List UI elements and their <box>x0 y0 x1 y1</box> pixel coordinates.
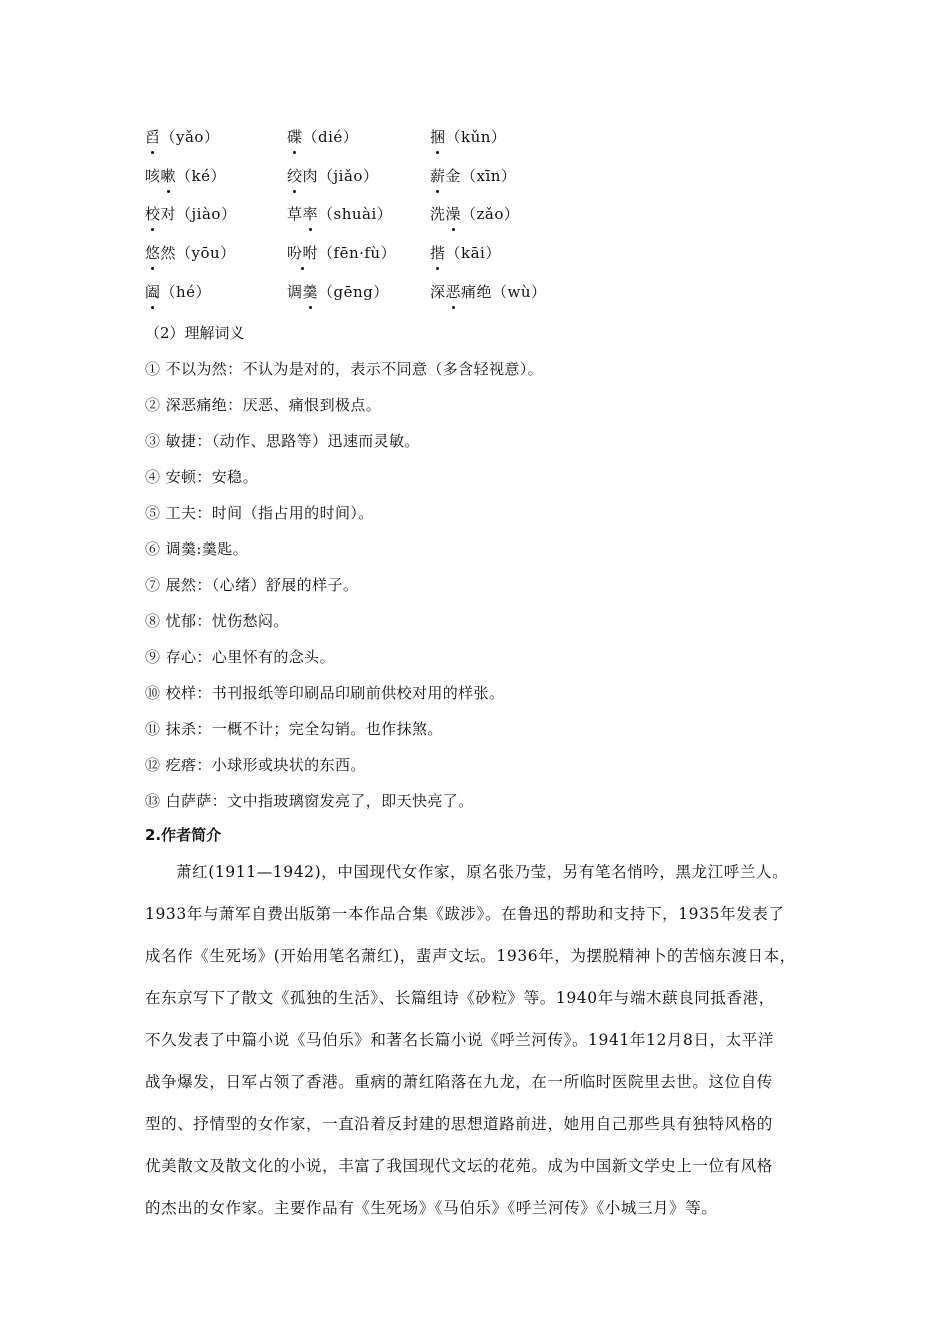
pronunciation-item: 洗澡（zǎo） <box>430 205 520 223</box>
author-paragraph-line: 优美散文及散文化的小说，丰富了我国现代文坛的花苑。成为中国新文学史上一位有风格 <box>145 1157 773 1175</box>
author-paragraph-line: 战争爆发，日军占领了香港。重病的萧红陷落在九龙，在一所临时医院里去世。这位自传 <box>145 1073 773 1091</box>
author-paragraph-line: 的杰出的女作家。主要作品有《生死场》《马伯乐》《呼兰河传》《小城三月》等。 <box>145 1199 718 1217</box>
vocab-item: ⑨ 存心：心里怀有的念头。 <box>145 648 335 666</box>
emphasis-char: 绞 <box>287 167 303 185</box>
vocab-item: ⑤ 工夫：时间（指占用的时间）。 <box>145 504 374 522</box>
author-paragraph-line: 成名作《生死场》(开始用笔名萧红)，蜚声文坛。1936年，为摆脱精神卜的苦恼东渡日本， <box>145 947 796 965</box>
vocab-item: ② 深恶痛绝：厌恶、痛恨到极点。 <box>145 396 382 414</box>
emphasis-char: 悠 <box>145 244 161 262</box>
pronunciation-item: 揩（kāi） <box>430 244 501 262</box>
vocab-item: ⑧ 忧郁：忧伤愁闷。 <box>145 612 289 630</box>
vocab-item: ⑬ 白萨萨：文中指玻璃窗发亮了，即天快亮了。 <box>145 792 474 810</box>
emphasis-char: 捆 <box>430 128 446 146</box>
pronunciation-item: 悠然（yōu） <box>145 244 236 262</box>
pronunciation-item: 深恶痛绝（wù） <box>430 283 547 301</box>
pronunciation-item: 薪金（xīn） <box>430 167 517 185</box>
emphasis-char: 薪 <box>430 167 446 185</box>
pronunciation-item: 舀（yǎo） <box>145 128 220 146</box>
pronunciation-item: 吩咐（fēn·fù） <box>287 244 397 262</box>
author-paragraph-line: 萧红(1911—1942)，中国现代女作家，原名张乃莹，另有笔名悄吟，黑龙江呼兰人。 <box>176 863 789 881</box>
vocab-item: ⑦ 展然：（心绪）舒展的样子。 <box>145 576 359 594</box>
author-paragraph-line: 1933年与萧军自费出版第一本作品合集《跋涉》。在鲁迅的帮助和支持下，1935年发表了 <box>145 905 785 923</box>
emphasis-char: 阖 <box>145 283 161 301</box>
pronunciation-item: 碟（dié） <box>287 128 359 146</box>
emphasis-char: 揩 <box>430 244 446 262</box>
author-paragraph-line: 在东京写下了散文《孤独的生活》、长篇组诗《砂粒》等。1940年与端木蕻良同抵香港， <box>145 989 775 1007</box>
author-paragraph-line: 型的、抒情型的女作家，一直沿着反封建的思想道路前进，她用自己那些具有独特风格的 <box>145 1115 773 1133</box>
pronunciation-item: 校对（jiào） <box>145 205 237 223</box>
vocab-item: ⑥ 调羹:羹匙。 <box>145 540 249 558</box>
author-paragraph-line: 不久发表了中篇小说《马伯乐》和著名长篇小说《呼兰河传》。1941年12月8日，太平洋 <box>145 1031 774 1049</box>
author-heading: 2.作者简介 <box>145 826 222 844</box>
vocab-item: ⑫ 疙瘩：小球形或块状的东西。 <box>145 756 366 774</box>
emphasis-char: 澡 <box>445 205 462 223</box>
vocab-subheading: （2）理解词义 <box>145 324 245 342</box>
emphasis-char: 嗽 <box>160 167 177 185</box>
emphasis-char: 舀 <box>145 128 161 146</box>
pronunciation-item: 阖（hé） <box>145 283 212 301</box>
emphasis-char: 恶 <box>445 283 462 301</box>
pronunciation-item: 绞肉（jiǎo） <box>287 167 379 185</box>
emphasis-char: 校 <box>145 205 161 223</box>
vocab-item: ⑪ 抹杀：一概不计；完全勾销。也作抹煞。 <box>145 720 443 738</box>
vocab-item: ④ 安顿：安稳。 <box>145 468 258 486</box>
vocab-item: ③ 敏捷：（动作、思路等）迅速而灵敏。 <box>145 432 420 450</box>
emphasis-char: 率 <box>302 205 319 223</box>
pronunciation-item: 捆（kǔn） <box>430 128 507 146</box>
pronunciation-item: 调羹（gēng） <box>287 283 389 301</box>
vocab-item: ① 不以为然：不认为是对的，表示不同意（多含轻视意）。 <box>145 360 544 378</box>
pronunciation-item: 草率（shuài） <box>287 205 393 223</box>
emphasis-char: 羹 <box>302 283 319 301</box>
emphasis-char: 吩咐 <box>287 244 319 262</box>
emphasis-char: 碟 <box>287 128 303 146</box>
vocab-item: ⑩ 校样：书刊报纸等印刷品印刷前供校对用的样张。 <box>145 684 505 702</box>
pronunciation-item: 咳嗽（ké） <box>145 167 226 185</box>
